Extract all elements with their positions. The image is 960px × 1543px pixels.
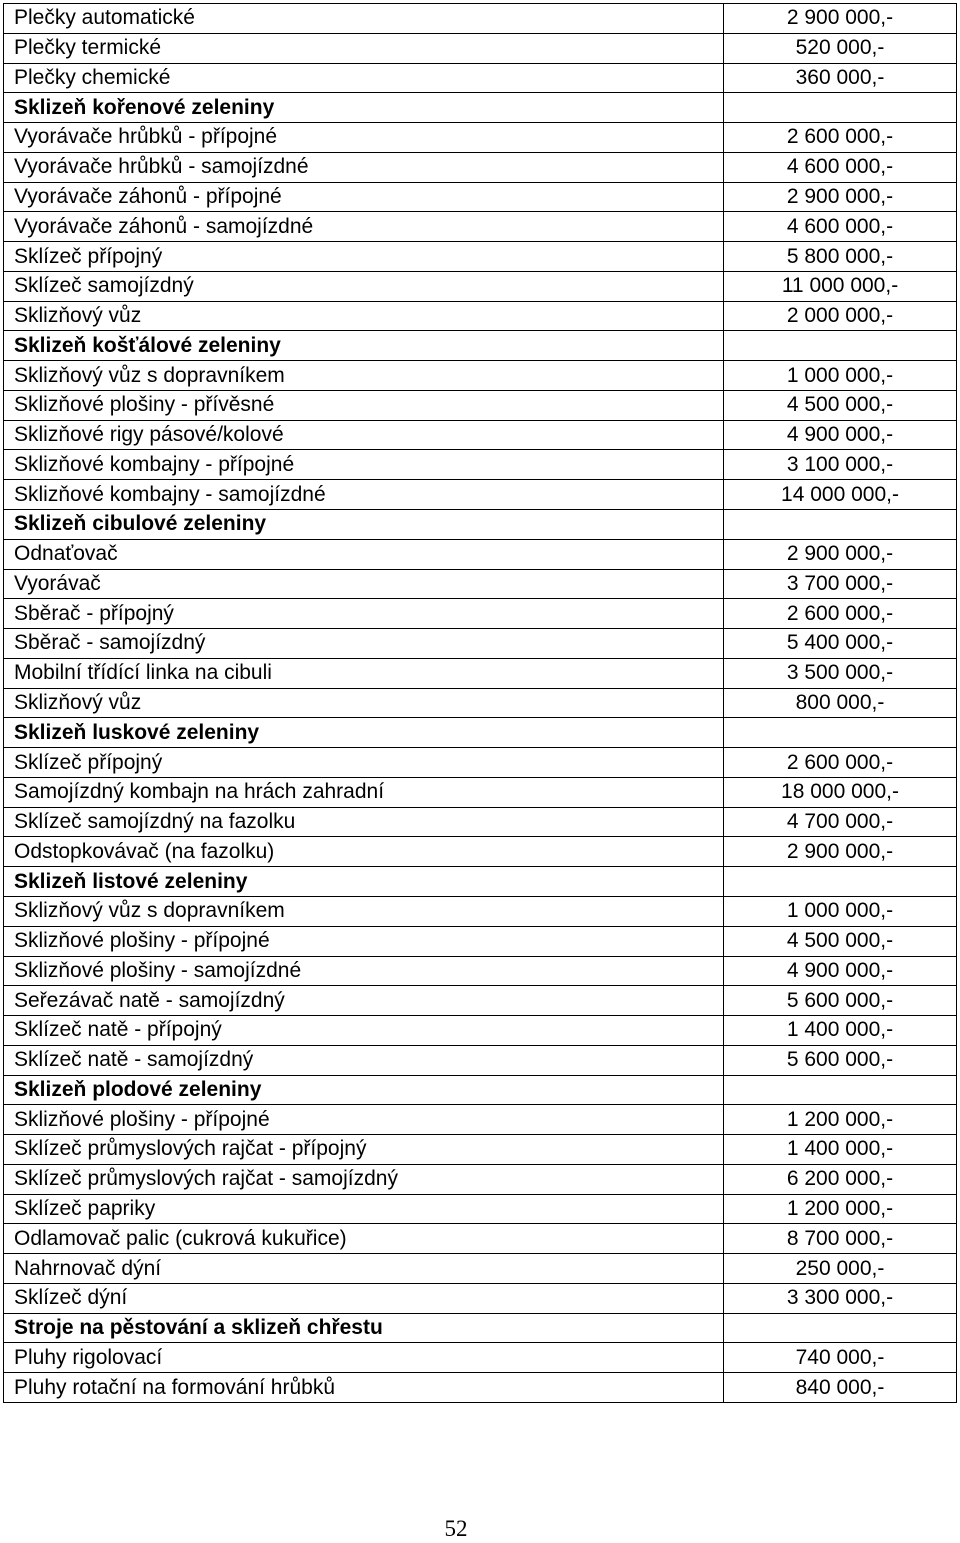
machinery-price-table <box>3 3 957 1403</box>
machine-name: Vyorávače záhonů - přípojné <box>4 182 724 212</box>
table-row <box>4 1224 957 1254</box>
machine-price: 3 500 000,- <box>724 658 957 688</box>
machine-name: Sklízeč přípojný <box>4 748 724 778</box>
table-row <box>4 182 957 212</box>
machine-price: 6 200 000,- <box>724 1164 957 1194</box>
table-row <box>4 658 957 688</box>
machine-price: 11 000 000,- <box>724 271 957 301</box>
table-row <box>4 569 957 599</box>
table-row <box>4 361 957 391</box>
table-row <box>4 688 957 718</box>
machine-price: 2 900 000,- <box>724 182 957 212</box>
machine-name: Sklizňový vůz s dopravníkem <box>4 896 724 926</box>
machine-name: Odnaťovač <box>4 539 724 569</box>
table-row <box>4 152 957 182</box>
table-row <box>4 837 957 867</box>
machine-price: 3 100 000,- <box>724 450 957 480</box>
table-row <box>4 420 957 450</box>
machine-name: Sklizňové kombajny - přípojné <box>4 450 724 480</box>
machine-name: Sklízeč natě - přípojný <box>4 1016 724 1046</box>
machine-name: Odstopkovávač (na fazolku) <box>4 837 724 867</box>
machine-price: 1 000 000,- <box>724 896 957 926</box>
machine-name: Sklizňový vůz <box>4 688 724 718</box>
table-row <box>4 1283 957 1313</box>
table-row <box>4 896 957 926</box>
machine-name: Sběrač - samojízdný <box>4 629 724 659</box>
machine-price: 840 000,- <box>724 1373 957 1403</box>
machine-name: Samojízdný kombajn na hrách zahradní <box>4 777 724 807</box>
machine-name: Sklizňový vůz <box>4 301 724 331</box>
machine-price <box>724 331 957 361</box>
machine-price: 1 000 000,- <box>724 361 957 391</box>
machine-price <box>724 1075 957 1105</box>
machine-price: 520 000,- <box>724 33 957 63</box>
section-header-row <box>4 718 957 748</box>
table-row <box>4 1373 957 1403</box>
machine-name: Pluhy rotační na formování hrůbků <box>4 1373 724 1403</box>
machine-price <box>724 718 957 748</box>
machine-price: 2 900 000,- <box>724 539 957 569</box>
section-title: Sklizeň listové zeleniny <box>4 867 724 897</box>
machine-price <box>724 1313 957 1343</box>
machine-price: 2 600 000,- <box>724 123 957 153</box>
machine-price: 4 900 000,- <box>724 420 957 450</box>
table-row <box>4 301 957 331</box>
table-row <box>4 748 957 778</box>
machine-name: Sklízeč natě - samojízdný <box>4 1045 724 1075</box>
machine-price <box>724 867 957 897</box>
table-row <box>4 599 957 629</box>
section-title: Sklizeň kořenové zeleniny <box>4 93 724 123</box>
table-row <box>4 123 957 153</box>
machine-name: Sklízeč papriky <box>4 1194 724 1224</box>
section-header-row <box>4 867 957 897</box>
table-row <box>4 926 957 956</box>
machine-name: Sklízeč dýní <box>4 1283 724 1313</box>
section-header-row <box>4 1075 957 1105</box>
table-row <box>4 1164 957 1194</box>
machine-price: 3 300 000,- <box>724 1283 957 1313</box>
section-header-row <box>4 1313 957 1343</box>
machine-price: 18 000 000,- <box>724 777 957 807</box>
section-header-row <box>4 331 957 361</box>
table-row <box>4 390 957 420</box>
machine-price: 1 200 000,- <box>724 1194 957 1224</box>
machine-price: 250 000,- <box>724 1254 957 1284</box>
machine-price: 360 000,- <box>724 63 957 93</box>
machine-name: Sklizňové rigy pásové/kolové <box>4 420 724 450</box>
table-row <box>4 1016 957 1046</box>
machine-price: 800 000,- <box>724 688 957 718</box>
machine-name: Seřezávač natě - samojízdný <box>4 986 724 1016</box>
machine-price: 4 600 000,- <box>724 152 957 182</box>
section-title: Sklizeň cibulové zeleniny <box>4 510 724 540</box>
table-row <box>4 539 957 569</box>
table-row <box>4 212 957 242</box>
machine-price: 5 600 000,- <box>724 1045 957 1075</box>
section-title: Stroje na pěstování a sklizeň chřestu <box>4 1313 724 1343</box>
table-row <box>4 956 957 986</box>
table-row <box>4 480 957 510</box>
machine-name: Plečky chemické <box>4 63 724 93</box>
section-header-row <box>4 93 957 123</box>
table-row <box>4 807 957 837</box>
machine-name: Sklízeč průmyslových rajčat - přípojný <box>4 1135 724 1165</box>
machine-name: Sklizňové plošiny - samojízdné <box>4 956 724 986</box>
machine-price: 2 900 000,- <box>724 837 957 867</box>
machine-name: Plečky termické <box>4 33 724 63</box>
machine-price: 3 700 000,- <box>724 569 957 599</box>
machine-name: Sklízeč samojízdný na fazolku <box>4 807 724 837</box>
machine-name: Sklizňové kombajny - samojízdné <box>4 480 724 510</box>
table-row <box>4 986 957 1016</box>
machine-name: Vyorávače hrůbků - přípojné <box>4 123 724 153</box>
machine-name: Plečky automatické <box>4 4 724 34</box>
table-row <box>4 1254 957 1284</box>
section-header-row <box>4 510 957 540</box>
section-title: Sklizeň plodové zeleniny <box>4 1075 724 1105</box>
machine-name: Sklízeč samojízdný <box>4 271 724 301</box>
machine-name: Sklizňové plošiny - přívěsné <box>4 390 724 420</box>
table-row <box>4 629 957 659</box>
table-row <box>4 33 957 63</box>
machine-name: Sklízeč průmyslových rajčat - samojízdný <box>4 1164 724 1194</box>
machine-price: 1 400 000,- <box>724 1135 957 1165</box>
machine-name: Nahrnovač dýní <box>4 1254 724 1284</box>
table-row <box>4 4 957 34</box>
machine-price: 1 200 000,- <box>724 1105 957 1135</box>
machine-name: Mobilní třídící linka na cibuli <box>4 658 724 688</box>
machine-price: 2 900 000,- <box>724 4 957 34</box>
table-row <box>4 1105 957 1135</box>
price-table-body <box>4 4 957 1403</box>
section-title: Sklizeň košťálové zeleniny <box>4 331 724 361</box>
machine-name: Sklizňové plošiny - přípojné <box>4 1105 724 1135</box>
machine-price: 2 000 000,- <box>724 301 957 331</box>
machine-name: Sklizňové plošiny - přípojné <box>4 926 724 956</box>
table-row <box>4 777 957 807</box>
machine-price: 4 500 000,- <box>724 390 957 420</box>
machine-name: Vyorávač <box>4 569 724 599</box>
table-row <box>4 271 957 301</box>
page-number: 52 <box>444 1516 468 1541</box>
machine-price: 4 900 000,- <box>724 956 957 986</box>
machine-price: 4 500 000,- <box>724 926 957 956</box>
table-row <box>4 1343 957 1373</box>
machine-price: 1 400 000,- <box>724 1016 957 1046</box>
table-row <box>4 1045 957 1075</box>
table-row <box>4 242 957 272</box>
machine-price: 4 600 000,- <box>724 212 957 242</box>
table-row <box>4 450 957 480</box>
machine-price: 5 600 000,- <box>724 986 957 1016</box>
machine-price <box>724 510 957 540</box>
machine-name: Vyorávače hrůbků - samojízdné <box>4 152 724 182</box>
section-title: Sklizeň luskové zeleniny <box>4 718 724 748</box>
machine-price: 2 600 000,- <box>724 748 957 778</box>
machine-price: 5 400 000,- <box>724 629 957 659</box>
table-row <box>4 1135 957 1165</box>
table-row <box>4 63 957 93</box>
machine-name: Sběrač - přípojný <box>4 599 724 629</box>
price-table-container <box>3 3 956 1403</box>
machine-name: Sklízeč přípojný <box>4 242 724 272</box>
machine-price: 14 000 000,- <box>724 480 957 510</box>
machine-price <box>724 93 957 123</box>
machine-price: 8 700 000,- <box>724 1224 957 1254</box>
machine-price: 2 600 000,- <box>724 599 957 629</box>
machine-price: 740 000,- <box>724 1343 957 1373</box>
machine-name: Odlamovač palic (cukrová kukuřice) <box>4 1224 724 1254</box>
machine-name: Pluhy rigolovací <box>4 1343 724 1373</box>
machine-name: Sklizňový vůz s dopravníkem <box>4 361 724 391</box>
machine-price: 4 700 000,- <box>724 807 957 837</box>
machine-price: 5 800 000,- <box>724 242 957 272</box>
table-row <box>4 1194 957 1224</box>
machine-name: Vyorávače záhonů - samojízdné <box>4 212 724 242</box>
